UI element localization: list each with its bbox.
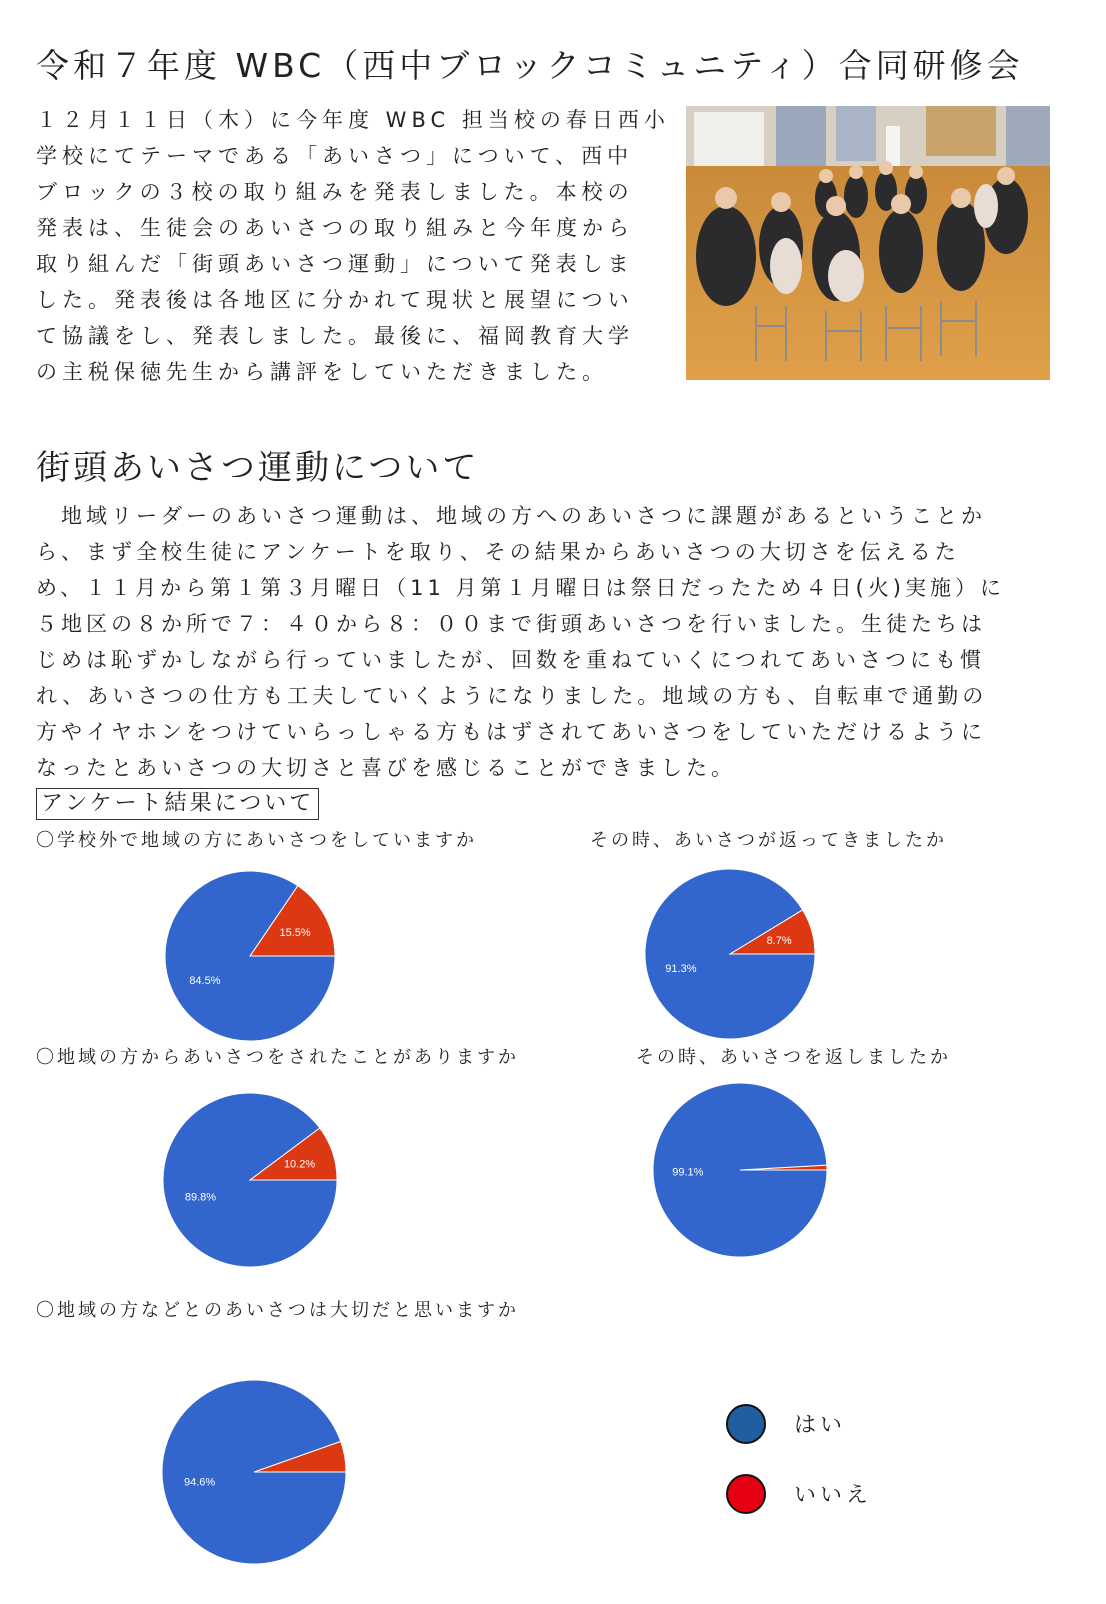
- legend-no-label: いいえ: [794, 1483, 873, 1508]
- intro-line: した。発表後は各地区に分かれて現状と展望につい: [36, 288, 634, 312]
- pie-chart-1: [160, 866, 340, 1046]
- pie-slice-yes: [162, 1380, 346, 1564]
- question-4-title: その時、あいさつを返しましたか: [636, 1047, 951, 1068]
- meeting-photo: [686, 106, 1050, 380]
- pie-label-yes: 89.8%: [184, 1191, 217, 1204]
- body-paragraph: [36, 498, 1076, 786]
- pie-chart-2: [640, 864, 820, 1044]
- body-line: 方やイヤホンをつけていらっしゃる方もはずされてあいさつをしていただけるように: [36, 720, 986, 744]
- body-line: なったとあいさつの大切さと喜びを感じることができました。: [36, 756, 736, 780]
- intro-paragraph: [36, 102, 670, 390]
- intro-line: 発表は、生徒会のあいさつの取り組みと今年度から: [36, 216, 634, 240]
- pie-label-no: 15.5%: [279, 927, 311, 940]
- intro-line: て協議をし、発表しました。最後に、福岡教育大学: [36, 324, 634, 348]
- body-line: め、１１月から第１第３月曜日（11 月第１月曜日は祭日だったため４日(火)実施）に: [36, 576, 1005, 600]
- intro-line: 取り組んだ「街頭あいさつ運動」について発表しま: [36, 252, 634, 276]
- pie-chart-5: [160, 1378, 350, 1568]
- question-2-title: その時、あいさつが返ってきましたか: [590, 830, 947, 851]
- body-line: じめは恥ずかしながら行っていましたが、回数を重ねていくにつれてあいさつにも慣: [36, 648, 986, 672]
- intro-line: ブロックの３校の取り組みを発表しました。本校の: [36, 180, 634, 204]
- pie-chart-4: [650, 1080, 830, 1260]
- pie-slice-yes: [645, 869, 815, 1039]
- legend-yes-swatch: [726, 1404, 766, 1444]
- pie-label-yes: 94.6%: [183, 1476, 216, 1489]
- body-line: ら、まず全校生徒にアンケートを取り、その結果からあいさつの大切さを伝えるた: [36, 540, 960, 564]
- section-heading: 街頭あいさつ運動について: [36, 448, 480, 488]
- pie-label-yes: 99.1%: [672, 1166, 704, 1179]
- pie-slice-yes: [163, 1093, 337, 1267]
- pie-chart-3: [160, 1090, 340, 1270]
- pie-label-yes: 84.5%: [189, 974, 221, 987]
- body-line: れ、あいさつの仕方も工夫していくようになりました。地域の方も、自転車で通勤の: [36, 684, 988, 708]
- meeting-photo-illustration: [686, 106, 1050, 380]
- question-3-title: 〇地域の方からあいさつをされたことがありますか: [36, 1047, 519, 1068]
- survey-heading: アンケート結果について: [36, 788, 319, 820]
- pie-label-no: 10.2%: [283, 1158, 316, 1171]
- question-5-title: 〇地域の方などとのあいさつは大切だと思いますか: [36, 1300, 519, 1321]
- body-line: 地域リーダーのあいさつ運動は、地域の方へのあいさつに課題があるということか: [36, 504, 986, 528]
- legend-yes-label: はい: [794, 1413, 847, 1438]
- question-1-title: 〇学校外で地域の方にあいさつをしていますか: [36, 830, 477, 851]
- intro-line: 学校にてテーマである「あいさつ」について、西中: [36, 144, 634, 168]
- page-title: 令和７年度 WBC（西中ブロックコミュニティ）合同研修会: [36, 46, 1024, 85]
- body-line: ５地区の８か所で７：４０から８：００まで街頭あいさつを行いました。生徒たちは: [36, 612, 986, 636]
- pie-label-no: 8.7%: [766, 935, 792, 948]
- legend-no-swatch: [726, 1474, 766, 1514]
- pie-label-yes: 91.3%: [665, 962, 697, 975]
- intro-line: １２月１１日（木）に今年度 WBC 担当校の春日西小: [36, 108, 670, 132]
- intro-line: の主税保徳先生から講評をしていただきました。: [36, 360, 608, 384]
